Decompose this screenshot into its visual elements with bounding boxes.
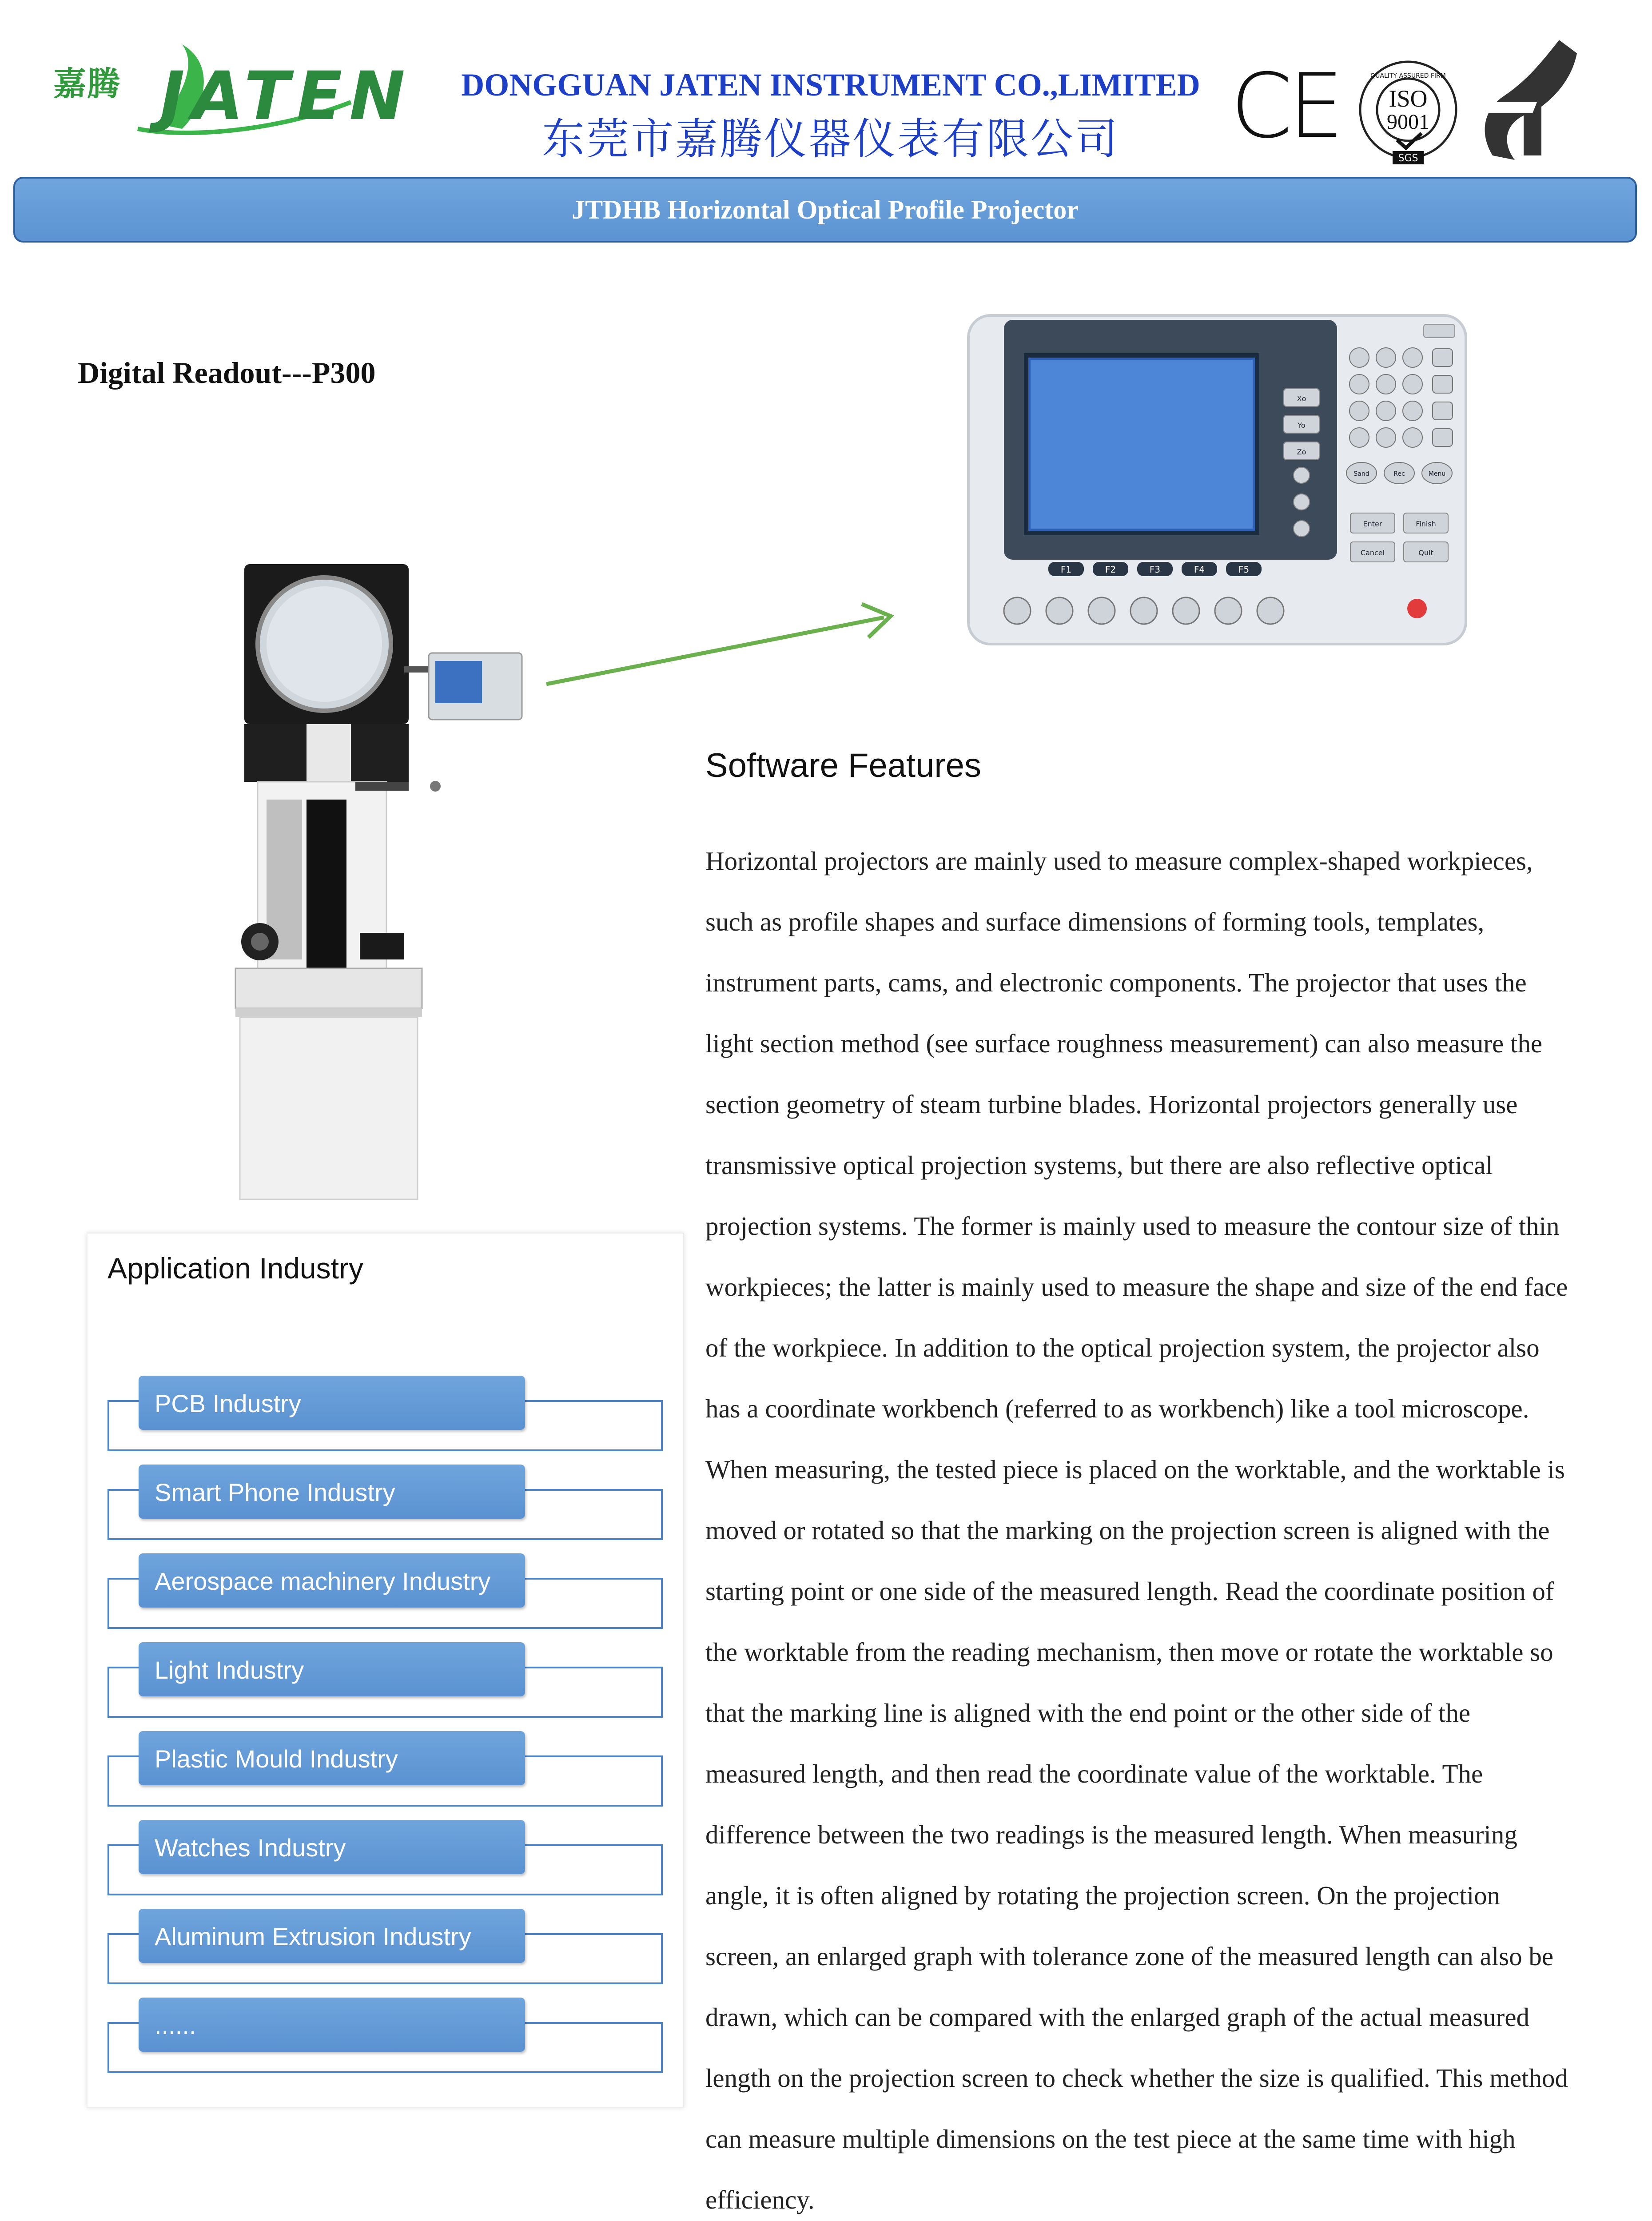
text-line: moved or rotated so that the marking on the projection screen is aligned with the bbox=[705, 1516, 1550, 1545]
industry-item bbox=[107, 1642, 663, 1718]
logo-english-text: JATEN bbox=[160, 58, 412, 135]
industry-label: Smart Phone Industry bbox=[155, 1478, 395, 1506]
text-line: the worktable from the reading mechanism, then move or rotate the worktable so bbox=[705, 1637, 1553, 1667]
text-line: light section method (see surface roughness measurement) can also measure the bbox=[705, 1029, 1543, 1058]
text-line: difference between the two readings is the measured length. When measuring bbox=[705, 1820, 1517, 1849]
text-line: that the marking line is aligned with the end point or the other side of the bbox=[705, 1698, 1471, 1727]
text-line: angle, it is often aligned by rotating the projection screen. On the projection bbox=[705, 1881, 1501, 1910]
industry-item bbox=[107, 1998, 663, 2073]
text-line: can measure multiple dimensions on the test piece at the same time with high bbox=[705, 2124, 1516, 2153]
iso-ring-text: QUALITY ASSURED FIRM bbox=[1370, 72, 1446, 80]
y-axis-key: Yo bbox=[1298, 421, 1306, 430]
f3-key: F3 bbox=[1149, 564, 1161, 575]
industry-label: Plastic Mould Industry bbox=[155, 1745, 398, 1773]
iso-cert-text: SGS bbox=[1398, 153, 1418, 164]
industry-label-box bbox=[139, 1909, 525, 1963]
software-features-title: Software Features bbox=[705, 747, 981, 784]
industry-item bbox=[107, 1820, 663, 1895]
industry-item bbox=[107, 1909, 663, 1984]
ce-mark-icon: CE bbox=[1230, 55, 1340, 158]
text-line: drawn, which can be compared with the enlarged graph of the actual measured bbox=[705, 2002, 1530, 2032]
projector-machine-image bbox=[227, 551, 546, 1206]
industry-item bbox=[107, 1376, 663, 1451]
text-line: starting point or one side of the measured length. Read the coordinate position of bbox=[705, 1576, 1554, 1606]
text-line: efficiency. bbox=[705, 2185, 815, 2214]
iso-number: 9001 bbox=[1387, 110, 1429, 134]
rec-key: Rec bbox=[1393, 470, 1405, 478]
software-features-text bbox=[705, 831, 1629, 2221]
company-logo bbox=[49, 36, 412, 138]
industry-label: ...... bbox=[155, 2011, 196, 2039]
industry-item bbox=[107, 1465, 663, 1540]
industry-label-box bbox=[139, 1465, 525, 1519]
text-line: When measuring, the tested piece is placed on the worktable, and the worktable is bbox=[705, 1455, 1565, 1484]
f1-key: F1 bbox=[1060, 564, 1072, 575]
enter-key: Enter bbox=[1363, 520, 1382, 528]
company-name bbox=[426, 67, 1235, 166]
text-line: section geometry of steam turbine blades. Horizontal projectors generally use bbox=[705, 1090, 1518, 1119]
industry-item bbox=[107, 1553, 663, 1629]
text-line: length on the projection screen to check whether the size is qualified. This method bbox=[705, 2063, 1568, 2093]
industry-label-box bbox=[139, 1998, 525, 2052]
text-line: instrument parts, cams, and electronic components. The projector that uses the bbox=[705, 968, 1527, 997]
application-industry-panel bbox=[87, 1233, 684, 2108]
banner-title: JTDHB Horizontal Optical Profile Projector bbox=[572, 195, 1079, 224]
industry-label-box bbox=[139, 1820, 525, 1874]
digital-readout-device bbox=[959, 306, 1475, 655]
industry-label-box bbox=[139, 1376, 525, 1430]
industry-label: Light Industry bbox=[155, 1656, 304, 1684]
industry-label: Watches Industry bbox=[155, 1834, 346, 1862]
text-line: screen, an enlarged graph with tolerance zone of the measured length can also be bbox=[705, 1942, 1554, 1971]
x-axis-key: Xo bbox=[1297, 394, 1306, 403]
text-line: workpieces; the latter is mainly used to measure the shape and size of the end face bbox=[705, 1272, 1568, 1302]
industry-label-box bbox=[139, 1553, 525, 1608]
sand-key: Sand bbox=[1353, 470, 1369, 478]
flame-emblem-icon bbox=[1475, 36, 1590, 169]
text-line: Horizontal projectors are mainly used to measure complex-shaped workpieces, bbox=[705, 846, 1533, 876]
iso-text: ISO bbox=[1389, 85, 1428, 112]
industry-label-box bbox=[139, 1642, 525, 1696]
company-name-cn: 东莞市嘉腾仪器仪表有限公司 bbox=[542, 114, 1119, 164]
logo-chinese-text: 嘉腾 bbox=[53, 65, 121, 103]
company-name-en: DONGGUAN JATEN INSTRUMENT CO.,LIMITED bbox=[461, 67, 1200, 103]
industry-label: Aluminum Extrusion Industry bbox=[155, 1922, 471, 1950]
industry-label: Aerospace machinery Industry bbox=[155, 1567, 491, 1595]
application-industry-title: Application Industry bbox=[107, 1252, 363, 1285]
f4-key: F4 bbox=[1194, 564, 1205, 575]
menu-key: Menu bbox=[1428, 470, 1446, 478]
text-line: transmissive optical projection systems, but there are also reflective optical bbox=[705, 1150, 1493, 1180]
f2-key: F2 bbox=[1105, 564, 1116, 575]
text-line: such as profile shapes and surface dimensions of forming tools, templates, bbox=[705, 907, 1485, 936]
iso-seal-icon bbox=[1355, 60, 1461, 167]
pointer-arrow-icon bbox=[542, 595, 897, 695]
industry-label: PCB Industry bbox=[155, 1389, 301, 1417]
cancel-key: Cancel bbox=[1360, 549, 1385, 557]
industry-label-box bbox=[139, 1731, 525, 1785]
industry-item bbox=[107, 1731, 663, 1807]
finish-key: Finish bbox=[1416, 520, 1436, 528]
dro-title: Digital Readout---P300 bbox=[78, 356, 376, 390]
text-line: has a coordinate workbench (referred to as workbench) like a tool microscope. bbox=[705, 1394, 1529, 1423]
quit-key: Quit bbox=[1418, 549, 1433, 557]
z-axis-key: Zo bbox=[1297, 448, 1306, 456]
iso-9001-badge bbox=[1355, 60, 1461, 169]
title-banner bbox=[13, 177, 1637, 243]
text-line: projection systems. The former is mainly used to measure the contour size of thin bbox=[705, 1211, 1560, 1241]
f-keys bbox=[1048, 562, 1262, 576]
text-line: measured length, and then read the coordinate value of the worktable. The bbox=[705, 1759, 1483, 1788]
text-line: of the workpiece. In addition to the optical projection system, the projector also bbox=[705, 1333, 1540, 1362]
emblem-logo bbox=[1475, 36, 1590, 171]
f5-key: F5 bbox=[1238, 564, 1250, 575]
